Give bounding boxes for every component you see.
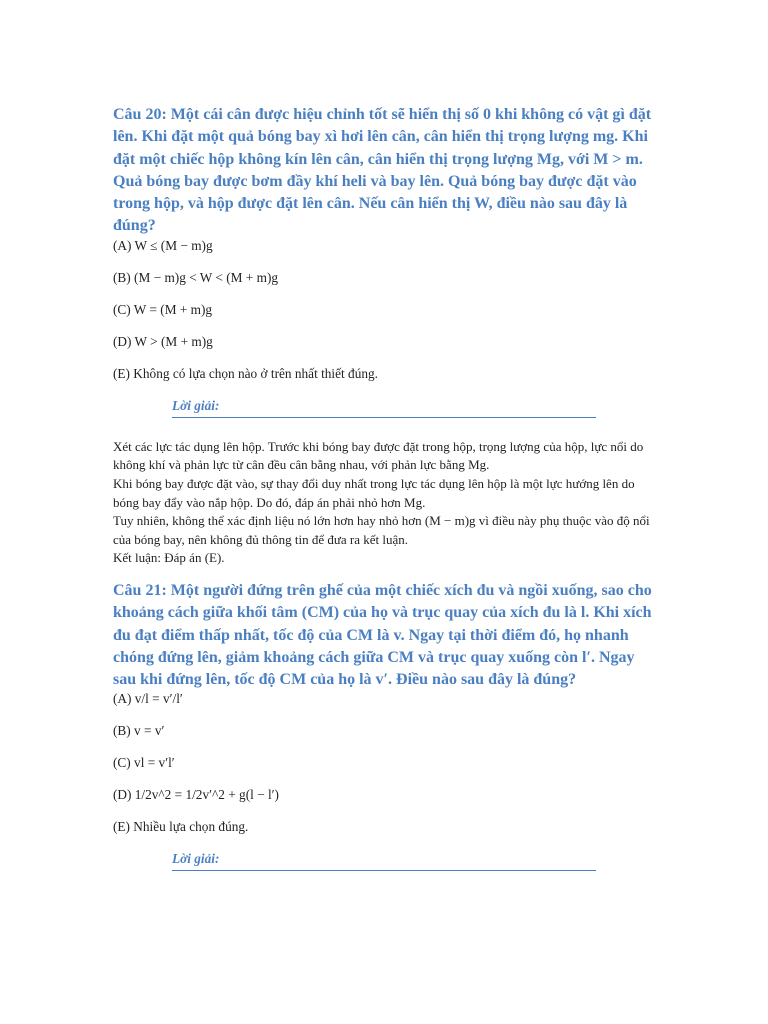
q21-option-d: (D) 1/2v^2 = 1/2v′^2 + g(l − l′) xyxy=(113,787,279,803)
q21-option-e: (E) Nhiều lựa chọn đúng. xyxy=(113,819,249,835)
q21-option-a: (A) v/l = v′/l′ xyxy=(113,691,183,707)
q20-solution-header xyxy=(172,398,596,418)
q20-solution-para-2: Khi bóng bay được đặt vào, sự thay đổi duy nhất trong lực tác dụng lên hộp là một lực hướng lên do bóng bay đẩy vào nắp hộp. Do đó, đáp án phải nhỏ hơn Mg. xyxy=(113,475,635,510)
q20-option-d: (D) W > (M + m)g xyxy=(113,333,213,349)
q20-solution-para-1: Xét các lực tác dụng lên hộp. Trước khi bóng bay được đặt trong hộp, trọng lượng của hộp, lực nổi do không khí và phản lực từ cân đều cân bằng nhau, với phản lực bằng Mg. xyxy=(113,438,644,473)
q20-option-a: (A) W ≤ (M − m)g xyxy=(113,237,213,253)
q20-solution-body xyxy=(113,438,658,568)
q21-option-b: (B) v = v′ xyxy=(113,723,165,739)
q21-solution-header xyxy=(172,851,596,871)
question-20-text: Câu 20: Một cái cân được hiệu chỉnh tốt sẽ hiển thị số 0 khi không có vật gì đặt lên. Khi đặt một quả bóng bay xì hơi lên cân, cân hiển thị trọng lượng mg. Khi đặt một chiếc hộp không kín lên cân, cân hiển thị trọng lượng Mg, với M > m. Quả bóng bay được bơm đầy khí heli và bay lên. Quả bóng bay được đặt vào trong hộp, và hộp được đặt lên cân. Nếu cân hiển thị W, điều nào sau đây là đúng? xyxy=(113,106,652,235)
q21-option-c: (C) vl = v′l′ xyxy=(113,755,175,771)
question-21-text: Câu 21: Một người đứng trên ghế của một chiếc xích đu và ngồi xuống, sao cho khoảng cách giữa khối tâm (CM) của họ và trục quay của xích đu là l. Khi xích đu đạt điểm thấp nhất, tốc độ của CM là v. Ngay tại thời điểm đó, họ nhanh chóng đứng lên, giảm khoảng cách giữa CM và trục quay xuống còn l′. Ngay sau khi đứng lên, tốc độ CM của họ là v′. Điều nào sau đây là đúng? xyxy=(113,581,652,689)
q21-solution-label: Lời giải: xyxy=(172,851,220,867)
q20-option-e: (E) Không có lựa chọn nào ở trên nhất thiết đúng. xyxy=(113,365,378,381)
q20-option-c: (C) W = (M + m)g xyxy=(113,301,213,317)
q20-option-b: (B) (M − m)g < W < (M + m)g xyxy=(113,269,279,285)
q20-solution-para-4: Kết luận: Đáp án (E). xyxy=(113,550,225,566)
q20-solution-label: Lời giải: xyxy=(172,397,220,413)
document-page xyxy=(113,104,658,871)
q20-solution-para-3: Tuy nhiên, không thể xác định liệu nó lớn hơn hay nhỏ hơn (M − m)g vì điều này phụ thuộc vào độ nổi của bóng bay, nên không đủ thông tin để đưa ra kết luận. xyxy=(113,513,650,547)
